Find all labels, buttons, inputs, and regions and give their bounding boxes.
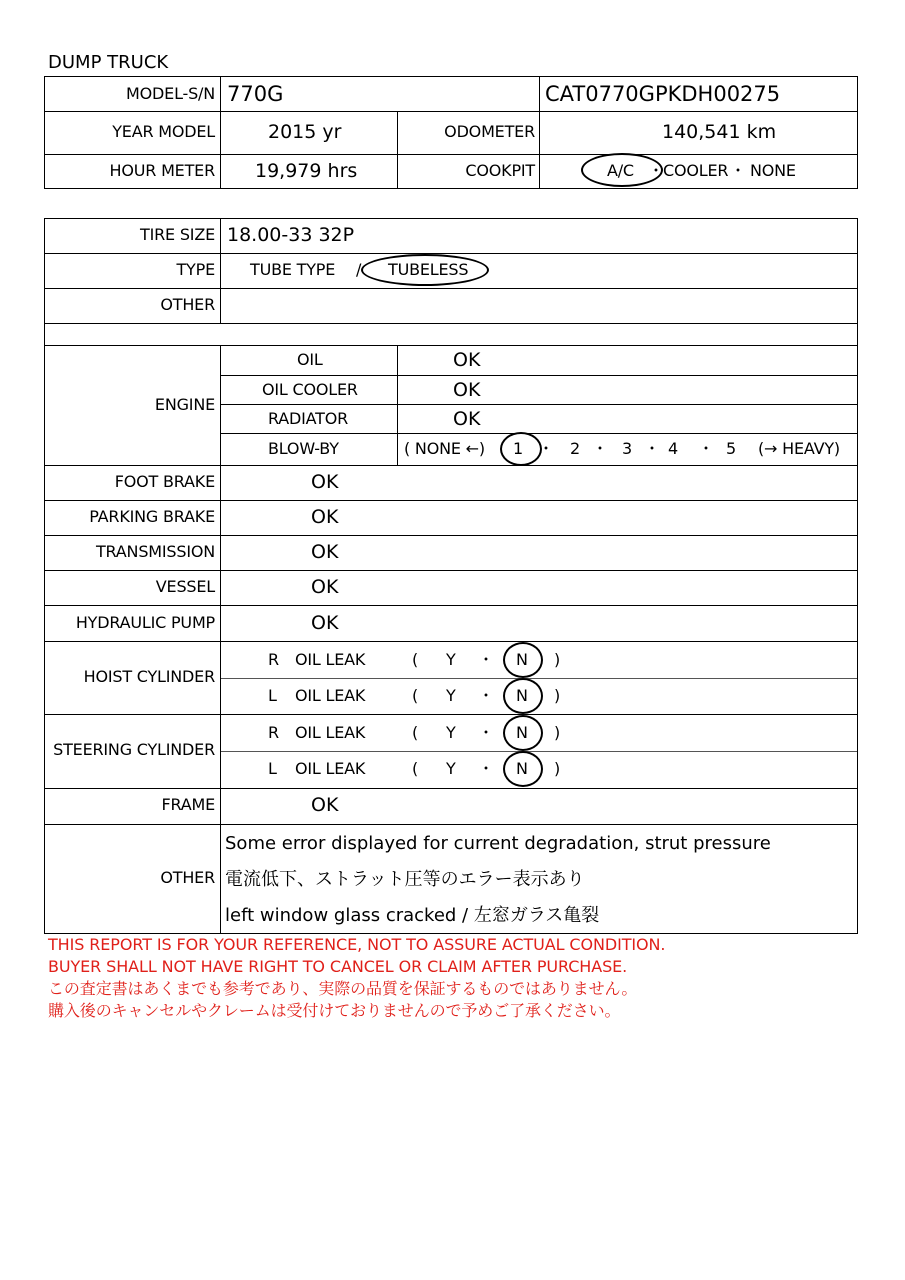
- foot-brake-value: OK: [311, 471, 339, 493]
- odometer-value: 140,541 km: [662, 121, 777, 143]
- oil-leak-label: OIL LEAK: [295, 686, 366, 705]
- vessel-value: OK: [311, 576, 339, 598]
- paren-close: ): [554, 650, 561, 669]
- option-yes: Y: [446, 686, 456, 705]
- cockpit-option-none: NONE: [750, 161, 796, 180]
- tire-type-tube: TUBE TYPE: [250, 260, 336, 279]
- odometer-label: ODOMETER: [444, 122, 535, 141]
- transmission-label: TRANSMISSION: [95, 542, 215, 561]
- cockpit-option-ac: A/C: [607, 161, 634, 180]
- no-selection-circle: [503, 678, 543, 714]
- engine-item-blowby: BLOW-BY: [268, 439, 339, 458]
- disclaimer-line: THIS REPORT IS FOR YOUR REFERENCE, NOT TO ASSURE ACTUAL CONDITION.: [48, 935, 666, 954]
- cockpit-separator: ・: [648, 161, 664, 180]
- tire-size-value: 18.00-33 32P: [227, 224, 355, 246]
- blowby-scale-none: ( NONE ←): [404, 439, 485, 458]
- side-label: L: [268, 759, 277, 778]
- engine-oil-value: OK: [453, 349, 481, 371]
- option-separator: ・: [478, 650, 494, 669]
- model-sn-label: MODEL-S/N: [126, 84, 215, 103]
- blowby-scale-2: 2: [570, 439, 580, 458]
- blowby-scale-dot: ・: [698, 439, 714, 458]
- no-selection-circle: [503, 642, 543, 678]
- option-yes: Y: [446, 723, 456, 742]
- tire-type-separator: /: [356, 260, 362, 279]
- blowby-scale-dot: ・: [644, 439, 660, 458]
- hoist-cylinder-label: HOIST CYLINDER: [83, 667, 215, 686]
- blowby-selection-circle: [500, 432, 542, 466]
- paren-open: (: [412, 723, 419, 742]
- engine-radiator-value: OK: [453, 408, 481, 430]
- parking-brake-label: PARKING BRAKE: [89, 507, 215, 526]
- option-no: N: [516, 723, 528, 742]
- frame-value: OK: [311, 794, 339, 816]
- blowby-scale-4: 4: [668, 439, 678, 458]
- other-notes-label: OTHER: [160, 868, 215, 887]
- steering-cylinder-label: STEERING CYLINDER: [53, 740, 215, 759]
- oil-leak-label: OIL LEAK: [295, 650, 366, 669]
- engine-oil-cooler-value: OK: [453, 379, 481, 401]
- blowby-scale-dot: ・: [538, 439, 554, 458]
- document-title: DUMP TRUCK: [48, 52, 169, 73]
- other-note-line: 電流低下、ストラット圧等のエラー表示あり: [225, 869, 585, 890]
- disclaimer-line: 購入後のキャンセルやクレームは受付けておりませんので予めご了承ください。: [48, 1001, 621, 1020]
- hour-meter-label: HOUR METER: [109, 161, 215, 180]
- hydraulic-pump-label: HYDRAULIC PUMP: [75, 613, 215, 632]
- engine-item-oil-cooler: OIL COOLER: [262, 380, 358, 399]
- frame-label: FRAME: [161, 795, 215, 814]
- engine-item-radiator: RADIATOR: [268, 409, 349, 428]
- option-separator: ・: [478, 723, 494, 742]
- option-no: N: [516, 686, 528, 705]
- no-selection-circle: [503, 715, 543, 751]
- year-model-value: 2015 yr: [268, 121, 342, 143]
- paren-open: (: [412, 686, 419, 705]
- serial-number: CAT0770GPKDH00275: [545, 82, 781, 106]
- engine-label: ENGINE: [154, 395, 215, 414]
- disclaimer-line: BUYER SHALL NOT HAVE RIGHT TO CANCEL OR CLAIM AFTER PURCHASE.: [48, 957, 628, 976]
- hour-meter-value: 19,979 hrs: [255, 160, 358, 182]
- side-label: R: [268, 650, 279, 669]
- option-no: N: [516, 759, 528, 778]
- blowby-scale-dot: ・: [592, 439, 608, 458]
- paren-close: ): [554, 686, 561, 705]
- disclaimer-line: この査定書はあくまでも参考であり、実際の品質を保証するものではありません。: [48, 979, 638, 998]
- foot-brake-label: FOOT BRAKE: [114, 472, 215, 491]
- engine-item-oil: OIL: [297, 350, 323, 369]
- model-value: 770G: [227, 82, 284, 106]
- year-model-label: YEAR MODEL: [112, 122, 215, 141]
- blowby-scale-1: 1: [513, 439, 523, 458]
- paren-open: (: [412, 650, 419, 669]
- tire-type-label: TYPE: [176, 260, 215, 279]
- tire-type-selection-circle: [361, 254, 489, 286]
- option-separator: ・: [478, 759, 494, 778]
- cockpit-selection-circle: [581, 153, 663, 187]
- option-no: N: [516, 650, 528, 669]
- parking-brake-value: OK: [311, 506, 339, 528]
- option-yes: Y: [446, 650, 456, 669]
- paren-close: ): [554, 723, 561, 742]
- other-note-line: Some error displayed for current degradation, strut pressure: [225, 833, 771, 854]
- transmission-value: OK: [311, 541, 339, 563]
- other-note-line: left window glass cracked / 左窓ガラス亀裂: [225, 905, 600, 926]
- paren-open: (: [412, 759, 419, 778]
- blowby-scale-heavy: (→ HEAVY): [758, 439, 840, 458]
- blowby-scale-5: 5: [726, 439, 736, 458]
- hydraulic-pump-value: OK: [311, 612, 339, 634]
- paren-close: ): [554, 759, 561, 778]
- option-yes: Y: [446, 759, 456, 778]
- tire-size-label: TIRE SIZE: [140, 225, 215, 244]
- tire-other-label: OTHER: [160, 295, 215, 314]
- tire-type-tubeless: TUBELESS: [388, 260, 469, 279]
- option-separator: ・: [478, 686, 494, 705]
- side-label: L: [268, 686, 277, 705]
- cockpit-option-cooler: COOLER: [663, 161, 729, 180]
- vessel-label: VESSEL: [155, 577, 215, 596]
- no-selection-circle: [503, 751, 543, 787]
- blowby-scale-3: 3: [622, 439, 632, 458]
- cockpit-separator: ・: [730, 161, 746, 180]
- oil-leak-label: OIL LEAK: [295, 759, 366, 778]
- oil-leak-label: OIL LEAK: [295, 723, 366, 742]
- cockpit-label: COOKPIT: [465, 161, 535, 180]
- side-label: R: [268, 723, 279, 742]
